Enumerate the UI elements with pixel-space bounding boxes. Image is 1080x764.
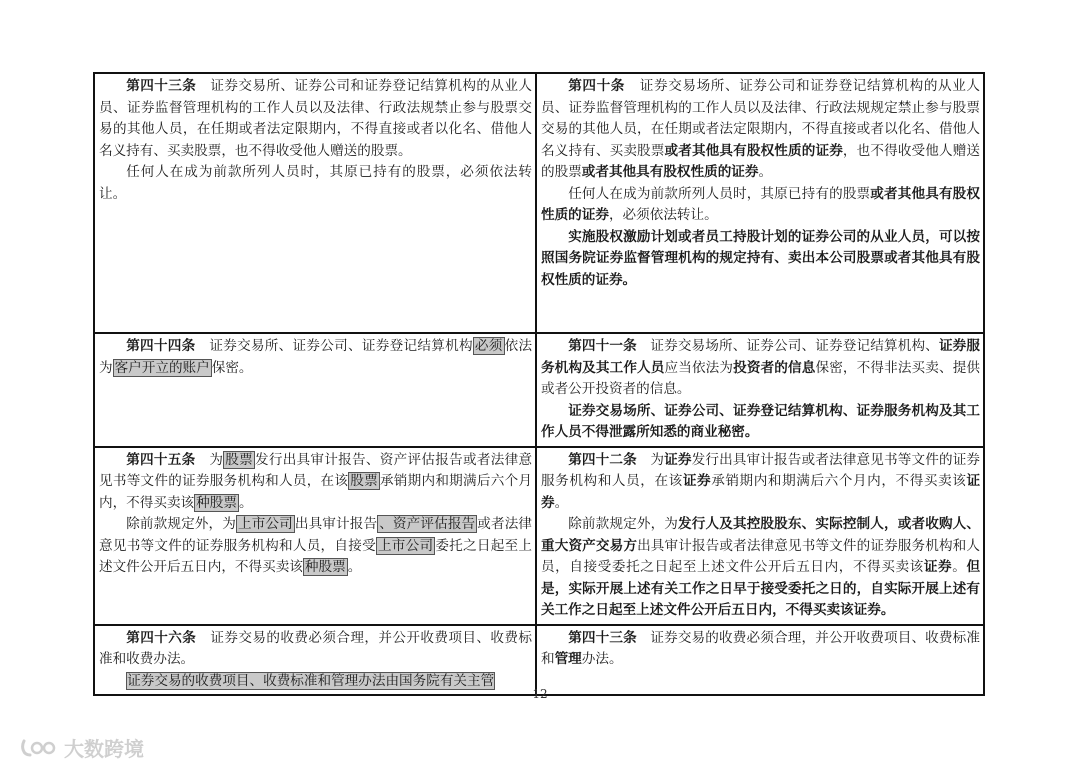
paragraph [99,336,532,379]
paragraph [541,450,980,515]
paragraph-text: 证券交易的收费必须合理，并公开收费项目、收费标准和收费办法。 [99,629,533,667]
article-number: 第四十一条 [568,338,637,354]
paragraph [99,628,532,671]
paragraph-text: 除前款规定外，为 [568,516,679,532]
added-text: 证券 [682,473,712,489]
paragraph-text: 任何人在成为前款所列人员时，其原已持有的股票 [568,185,871,202]
paragraph-text: 委托之日起至上述文件公开后五日内，不得买卖该 [99,537,533,575]
deleted-text-highlight: 种股票 [304,559,346,575]
paragraph-text: 依法为 [99,338,533,376]
paragraph-text: 。 [952,559,967,575]
paragraph [541,227,980,292]
deleted-text-highlight: 上市公司 [377,537,434,554]
article-number: 第四十条 [568,78,625,94]
paragraph-text: 为 [650,451,665,468]
added-text: 实施股权激励计划或者员工持股计划的证券公司的从业人员，可以按照国务院证券监督管理机构的规定持有、卖出本公司股票或者其他具有股权性质的证券。 [541,228,980,288]
paragraph-text: 出具审计报告或者法律意见书等文件的证券服务机构和人员，自接受委托之日起至上述文件公开后五日内，不得买卖该 [541,537,981,575]
added-text: 投资者的信息 [733,359,816,376]
paragraph-text: 。 [347,559,362,575]
article-number: 第四十六条 [126,629,197,646]
paragraph [541,401,980,444]
paragraph-text: 。 [238,494,253,511]
old-text-cell [94,333,536,447]
paragraph-text: 证券交易所、证券公司、证券登记结算机构 [209,338,473,354]
deleted-text-highlight: 种股票 [196,494,237,511]
new-text-cell [536,447,984,625]
added-text: 或者其他具有股权性质的证券 [581,164,759,180]
added-text: 但是，实际开展上述有关工作之日早于接受委托之日的，自实际开展上述有关工作之日起至上述文件公开后五日内，不得买卖该证券。 [541,559,981,618]
paragraph [541,76,980,184]
paragraph [541,514,980,622]
paragraph-text: 承销期内和期满后六个月内，不得买卖该 [99,473,533,511]
added-text: 证券交易场所、证券公司、证券登记结算机构、证券服务机构及其工作人员不得泄露所知悉的商业秘密。 [541,402,980,440]
old-text-cell [94,73,536,333]
paragraph-text: 。 [758,164,773,180]
table-row [94,625,984,696]
new-text-cell [536,333,984,447]
paragraph [541,184,980,227]
new-text-cell [536,625,984,696]
old-text-cell [94,447,536,625]
paragraph-text: 证券交易场所、证券公司和证券登记结算机构的从业人员、证券监督管理机构的工作人员以及法律、行政法规规定禁止参与股票交易的其他人员，在任期或者法定限期内，不得直接或者以化名、借他人名义持有、买卖股票 [541,78,981,159]
article-number: 第四十三条 [568,629,637,646]
table-row [94,333,984,447]
added-text: 证券服务机构及其工作人员 [541,338,981,376]
deleted-text-highlight: 上市公司 [237,516,293,532]
watermark-logo-icon [20,737,60,759]
deleted-text-highlight: 客户开立的账户 [114,359,210,376]
paragraph-text: 承销期内和期满后六个月内，不得买卖该 [711,473,967,489]
paragraph-text: 保密，不得非法买卖、提供或者公开投资者的信息。 [541,359,981,397]
paragraph-text: 出具审计报告 [294,516,378,532]
paragraph-text: 除前款规定外，为 [126,516,236,532]
old-text-cell [94,625,536,696]
document-page [93,72,983,696]
paragraph-text: 为 [209,451,224,468]
table-row [94,73,984,333]
paragraph-text: 证券交易的收费必须合理，并公开收费项目、收费标准和 [541,629,981,667]
deleted-text-highlight: 、资产评估报告 [379,516,476,532]
article-number: 第四十二条 [568,451,637,468]
watermark [20,733,144,762]
new-text-cell [536,73,984,333]
article-number: 第四十五条 [126,451,196,468]
deleted-text-highlight: 股票 [350,473,378,489]
paragraph-text: ，也不得收受他人赠送的股票 [541,142,981,180]
added-text: 证券 [541,473,981,511]
paragraph [99,76,532,162]
paragraph-text: 发行出具审计报告或者法律意见书等文件的证券服务机构和人员，在该 [541,451,981,489]
paragraph [541,336,980,401]
paragraph-text: ，必须依法转让。 [608,207,718,223]
added-text: 或者其他具有股权性质的证券 [664,142,843,159]
page-number: 12 [532,687,548,701]
added-text: 证券 [923,559,953,575]
article-number: 第四十四条 [126,338,196,354]
paragraph [541,628,980,671]
paragraph-text: 应当依法为 [664,359,734,376]
paragraph-text: 。 [554,494,569,511]
added-text: 发行人及其控股股东、实际控制人，或者收购人、重大资产交易方 [541,516,981,554]
paragraph-text: 保密。 [211,359,253,376]
paragraph [99,450,532,515]
paragraph [99,514,532,579]
article-number: 第四十三条 [126,78,197,94]
paragraph-text: 证券交易场所、证券公司、证券登记结算机构、 [650,338,939,354]
table-row [94,447,984,625]
paragraph-text: 办法。 [581,651,623,667]
paragraph [99,162,532,205]
added-text: 或者其他具有股权性质的证券 [541,185,981,223]
added-text: 管理 [554,651,582,667]
deleted-text-highlight: 必须 [474,338,503,354]
paragraph-text: 发行出具审计报告、资产评估报告或者法律意见书等文件的证券服务机构和人员，在该 [99,451,533,489]
paragraph-text: 证券交易所、证券公司和证券登记结算机构的从业人员、证券监督管理机构的工作人员以及法律、行政法规禁止参与股票交易的其他人员，在任期或者法定限期内，不得直接或者以化名、借他人名义持有、买卖股票，也不得收受他人赠送的股票。 [99,78,533,159]
paragraph-text: 任何人在成为前款所列人员时，其原已持有的股票，必须依法转让。 [99,164,532,202]
comparison-table [93,72,985,696]
deleted-text-highlight: 证券交易的收费项目、收费标准和管理办法由国务院有关主管 [127,672,495,689]
paragraph-text: 或者法律意见书等文件的证券服务机构和人员，自接受 [99,516,533,554]
added-text: 证券 [664,451,692,468]
watermark-text: 大数跨境 [64,737,144,761]
deleted-text-highlight: 股票 [225,451,253,468]
